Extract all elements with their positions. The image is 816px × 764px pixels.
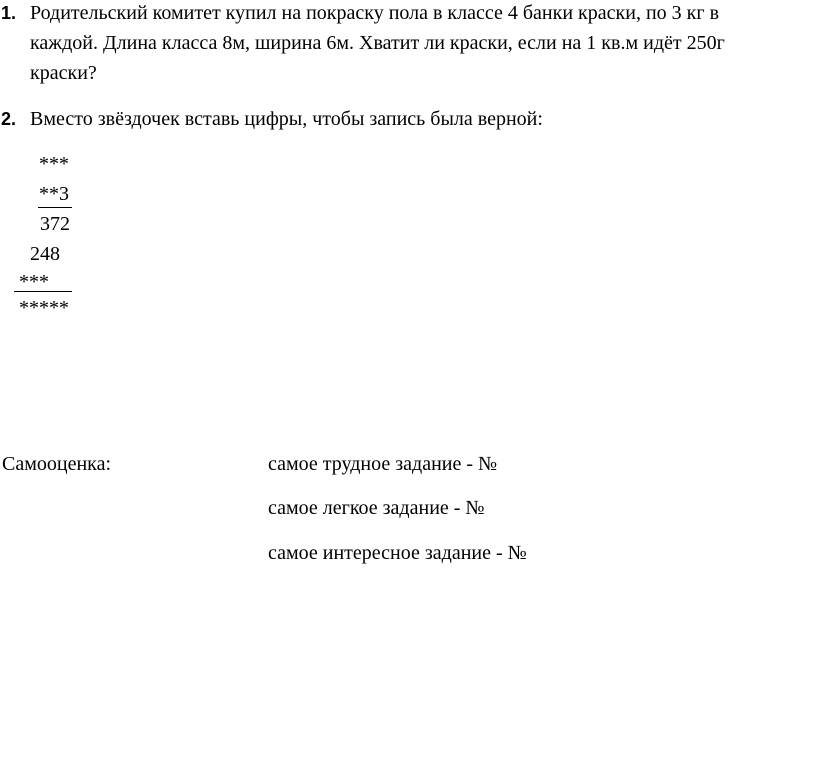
hardest-task-line: самое трудное задание - № — [268, 453, 498, 475]
factor-underline — [38, 207, 72, 208]
result: ***** — [19, 297, 69, 319]
factor-1: *** — [39, 153, 69, 175]
sum-underline — [14, 291, 72, 292]
partial-product-1: 372 — [40, 213, 70, 235]
partial-product-2: 248 — [30, 243, 60, 265]
task-1-number: 1. — [1, 3, 17, 23]
easiest-task-line: самое легкое задание - № — [268, 497, 485, 519]
task-2 — [0, 104, 816, 134]
task-2-number: 2. — [1, 109, 17, 129]
task-1 — [0, 0, 816, 90]
most-interesting-task-line: самое интересное задание - № — [268, 542, 527, 564]
task-1-line-3: краски? — [30, 62, 97, 84]
task-1-line-2: каждой. Длина класса 8м, ширина 6м. Хватит ли краски, если на 1 кв.м идёт 250г — [30, 32, 725, 54]
task-2-text — [30, 104, 816, 134]
task-1-text — [30, 0, 816, 88]
task-2-line-1: Вместо звёздочек вставь цифры, чтобы запись была верной: — [30, 108, 543, 130]
task-1-line-1: Родительский комитет купил на покраску пола в классе 4 банки краски, по 3 кг в — [30, 2, 720, 24]
self-assessment-label: Самооценка: — [2, 453, 112, 475]
partial-product-3: *** — [19, 271, 49, 293]
factor-2: **3 — [39, 183, 69, 205]
multiplication-puzzle — [0, 145, 120, 325]
